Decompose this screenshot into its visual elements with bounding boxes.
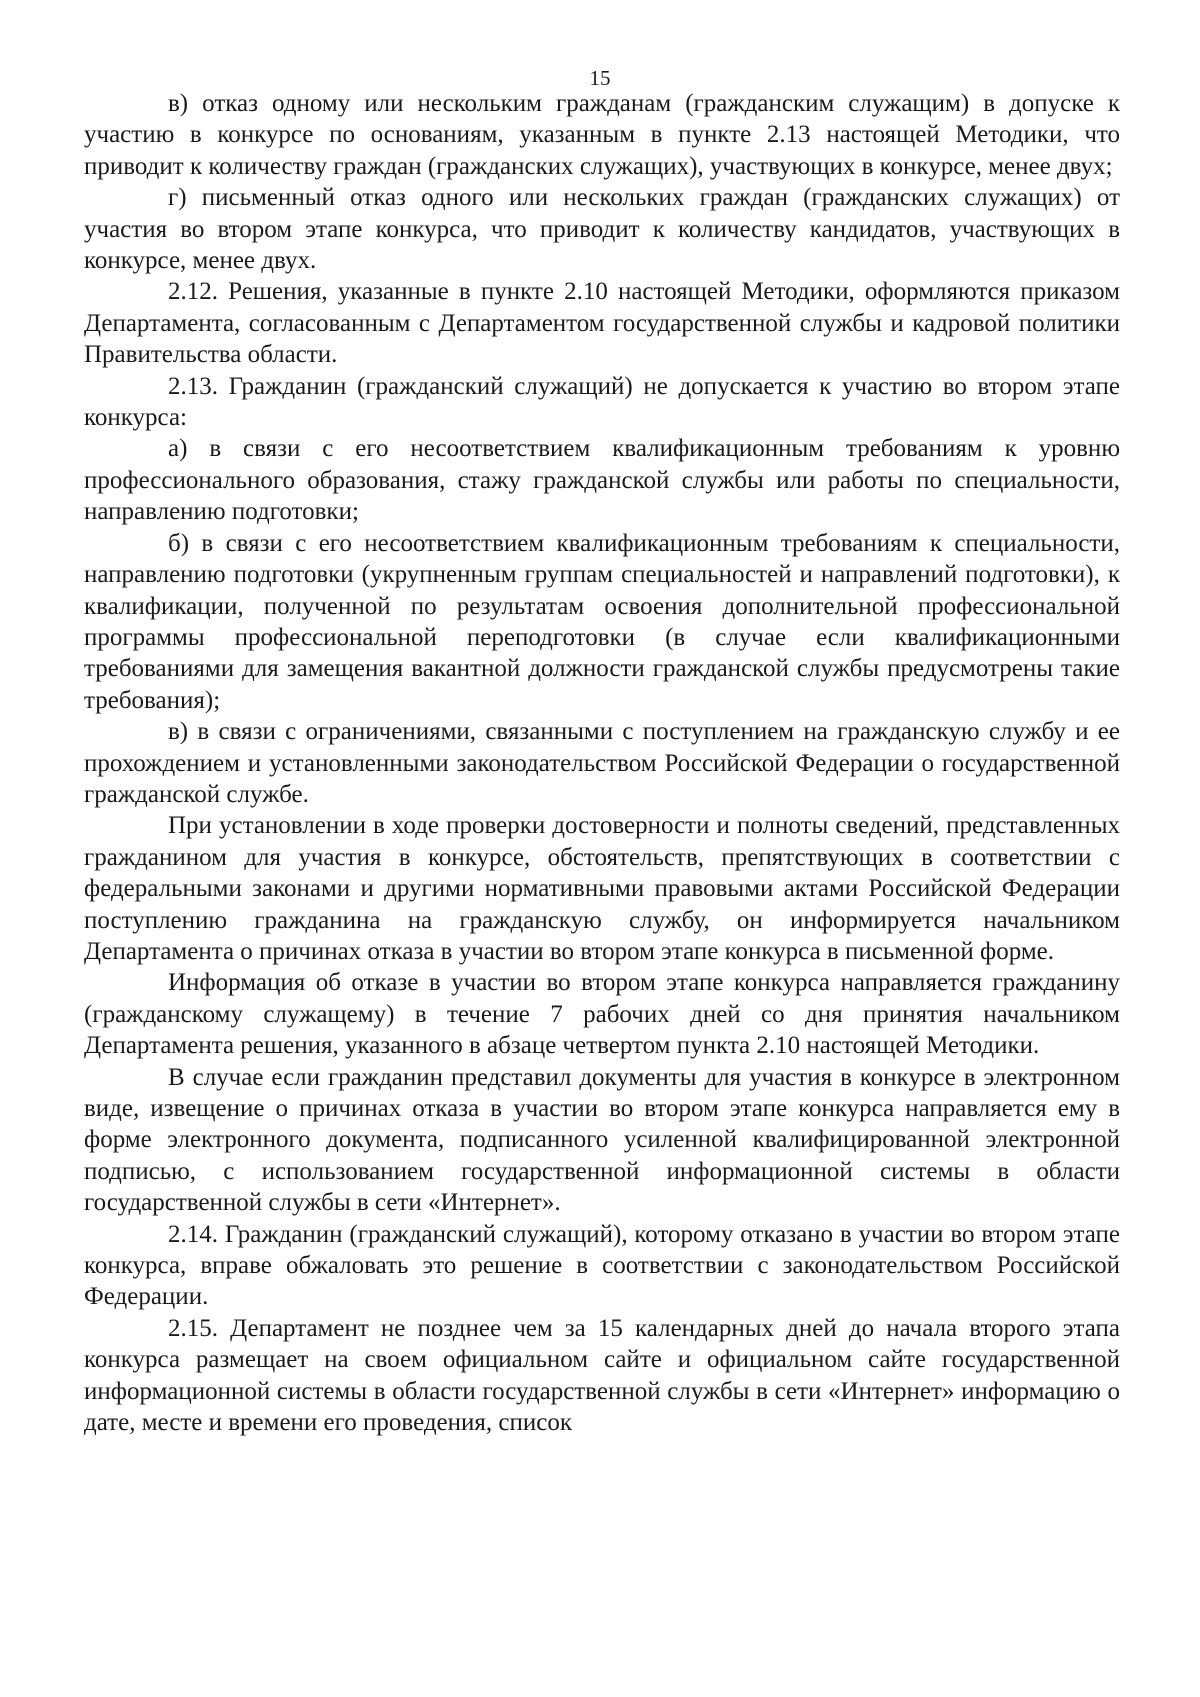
paragraph-item-g: г) письменный отказ одного или нескольких граждан (гражданских служащих) от участия во втором этапе конкурса, что приводит к количеству кандидатов, участвующих в конкурсе, менее двух. [84,184,1120,275]
paragraph-item-b: б) в связи с его несоответствием квалификационным требованиям к специальности, направлению подготовки (укрупненным группам специальностей и направлений подготовки), к квалификации, полученной по результатам освоения дополнительной профессиональной программы профессиональной переподготовки (в случае если квалификационными требованиями для замещения вакантной должности гражданской службы предусмотрены такие требования); [84,529,1120,714]
paragraph-2-12: 2.12. Решения, указанные в пункте 2.10 настоящей Методики, оформляются приказом Департамента, согласованным с Департаментом государственной службы и кадровой политики Правительства области. [84,278,1120,369]
document-body [84,88,1120,1438]
paragraph-2-14: 2.14. Гражданин (гражданский служащий), которому отказано в участии во втором этапе конкурса, вправе обжаловать это решение в соответствии с законодательством Российской Федерации. [84,1220,1120,1311]
paragraph-item-v-2: в) в связи с ограничениями, связанными с поступлением на гражданскую службу и ее прохождением и установленными законодательством Российской Федерации о государственной гражданской службе. [84,718,1120,808]
page-number: 15 [589,66,611,90]
paragraph-2-13: 2.13. Гражданин (гражданский служащий) не допускается к участию во втором этапе конкурса: [84,372,1120,432]
paragraph-2-15: 2.15. Департамент не позднее чем за 15 календарных дней до начала второго этапа конкурса размещает на своем официальном сайте и официальном сайте государственной информационной системы в области государственной службы в сети «Интернет» информацию о дате, месте и времени его проведения, список [84,1314,1120,1437]
paragraph-verification: При установлении в ходе проверки достоверности и полноты сведений, представленных гражданином для участия в конкурсе, обстоятельств, препятствующих в соответствии с федеральными законами и другими нормативными правовыми актами Российской Федерации поступлению гражданина на гражданскую службу, он информируется начальником Департамента о причинах отказа в участии во втором этапе конкурса в письменной форме. [84,812,1120,965]
paragraph-refusal-notice: Информация об отказе в участии во втором этапе конкурса направляется гражданину (гражданскому служащему) в течение 7 рабочих дней со дня принятия начальником Департамента решения, указанного в абзаце четвертом пункта 2.10 настоящей Методики. [84,969,1120,1060]
paragraph-item-a: а) в связи с его несоответствием квалификационным требованиям к уровню профессионального образования, стажу гражданской службы или работы по специальности, направлению подготовки; [84,435,1120,526]
paragraph-electronic-notice: В случае если гражданин представил документы для участия в конкурсе в электронном виде, извещение о причинах отказа в участии во втором этапе конкурса направляется ему в форме электронного документа, подписанного усиленной квалифицированной электронной подписью, с использованием государственной информационной системы в области государственной службы в сети «Интернет». [84,1063,1120,1217]
paragraph-item-v: в) отказ одному или нескольким гражданам (гражданским служащим) в допуске к участию в конкурсе по основаниям, указанным в пункте 2.13 настоящей Методики, что приводит к количеству граждан (гражданских служащих), участвующих в конкурсе, менее двух; [84,90,1120,180]
